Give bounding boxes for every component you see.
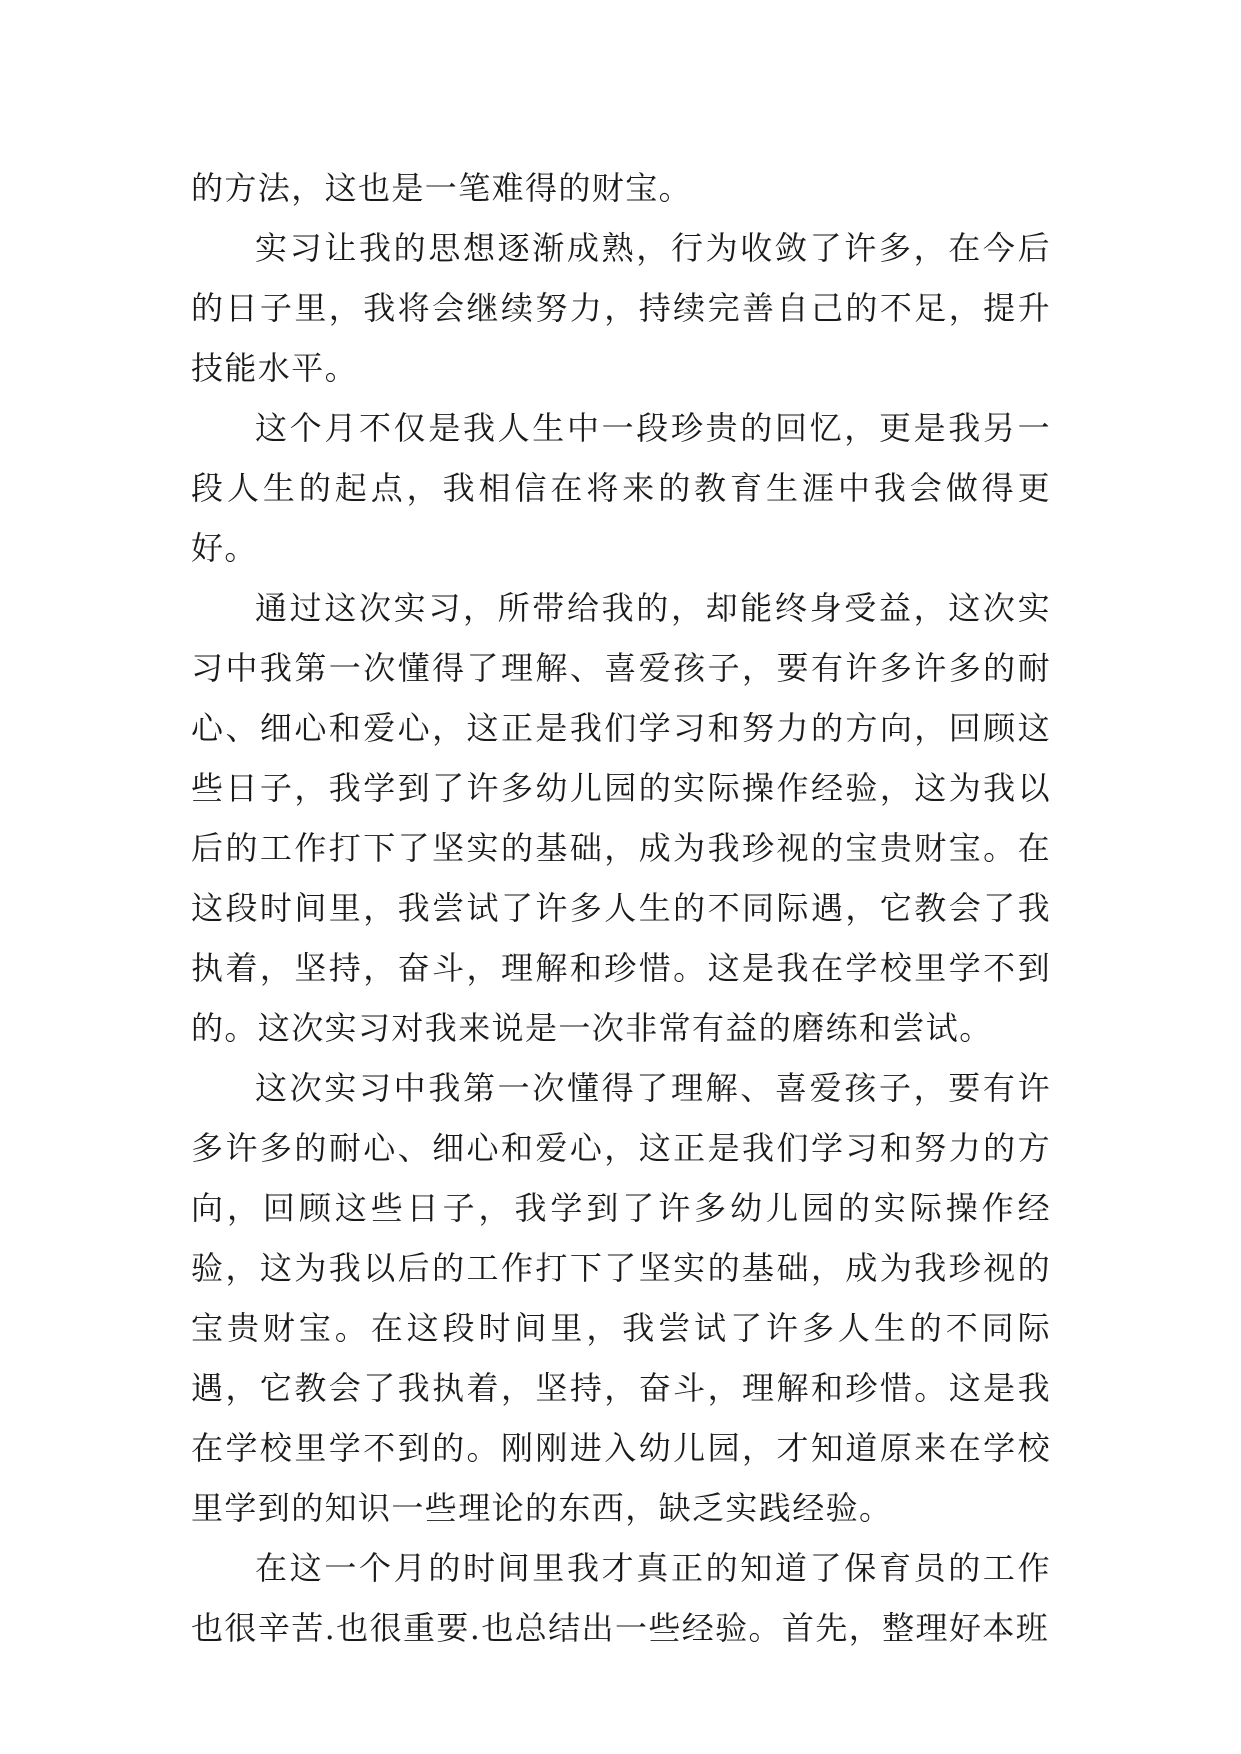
paragraph-5: 这次实习中我第一次懂得了理解、喜爱孩子，要有许多许多的耐心、细心和爱心，这正是我们学习和努力的方向，回顾这些日子，我学到了许多幼儿园的实际操作经验，这为我以后的工作打下了坚实的基础，成为我珍视的宝贵财宝。在这段时间里，我尝试了许多人生的不同际遇，它教会了我执着，坚持，奋斗，理解和珍惜。这是我在学校里学不到的。刚刚进入幼儿园，才知道原来在学校里学到的知识一些理论的东西，缺乏实践经验。 bbox=[191, 1069, 1051, 1527]
document-body bbox=[191, 158, 1051, 1658]
paragraph-1: 的方法，这也是一笔难得的财宝。 bbox=[191, 169, 693, 207]
paragraph-6: 在这一个月的时间里我才真正的知道了保育员的工作也很辛苦.也很重要.也总结出一些经验。首先，整理好本班 bbox=[191, 1549, 1051, 1647]
paragraph-2: 实习让我的思想逐渐成熟，行为收敛了许多，在今后的日子里，我将会继续努力，持续完善自己的不足，提升技能水平。 bbox=[191, 229, 1051, 387]
paragraph-3: 这个月不仅是我人生中一段珍贵的回忆，更是我另一段人生的起点，我相信在将来的教育生涯中我会做得更好。 bbox=[191, 409, 1051, 567]
paragraph-4: 通过这次实习，所带给我的，却能终身受益，这次实习中我第一次懂得了理解、喜爱孩子，要有许多许多的耐心、细心和爱心，这正是我们学习和努力的方向，回顾这些日子，我学到了许多幼儿园的实际操作经验，这为我以后的工作打下了坚实的基础，成为我珍视的宝贵财宝。在这段时间里，我尝试了许多人生的不同际遇，它教会了我执着，坚持，奋斗，理解和珍惜。这是我在学校里学不到的。这次实习对我来说是一次非常有益的磨练和尝试。 bbox=[191, 589, 1051, 1047]
